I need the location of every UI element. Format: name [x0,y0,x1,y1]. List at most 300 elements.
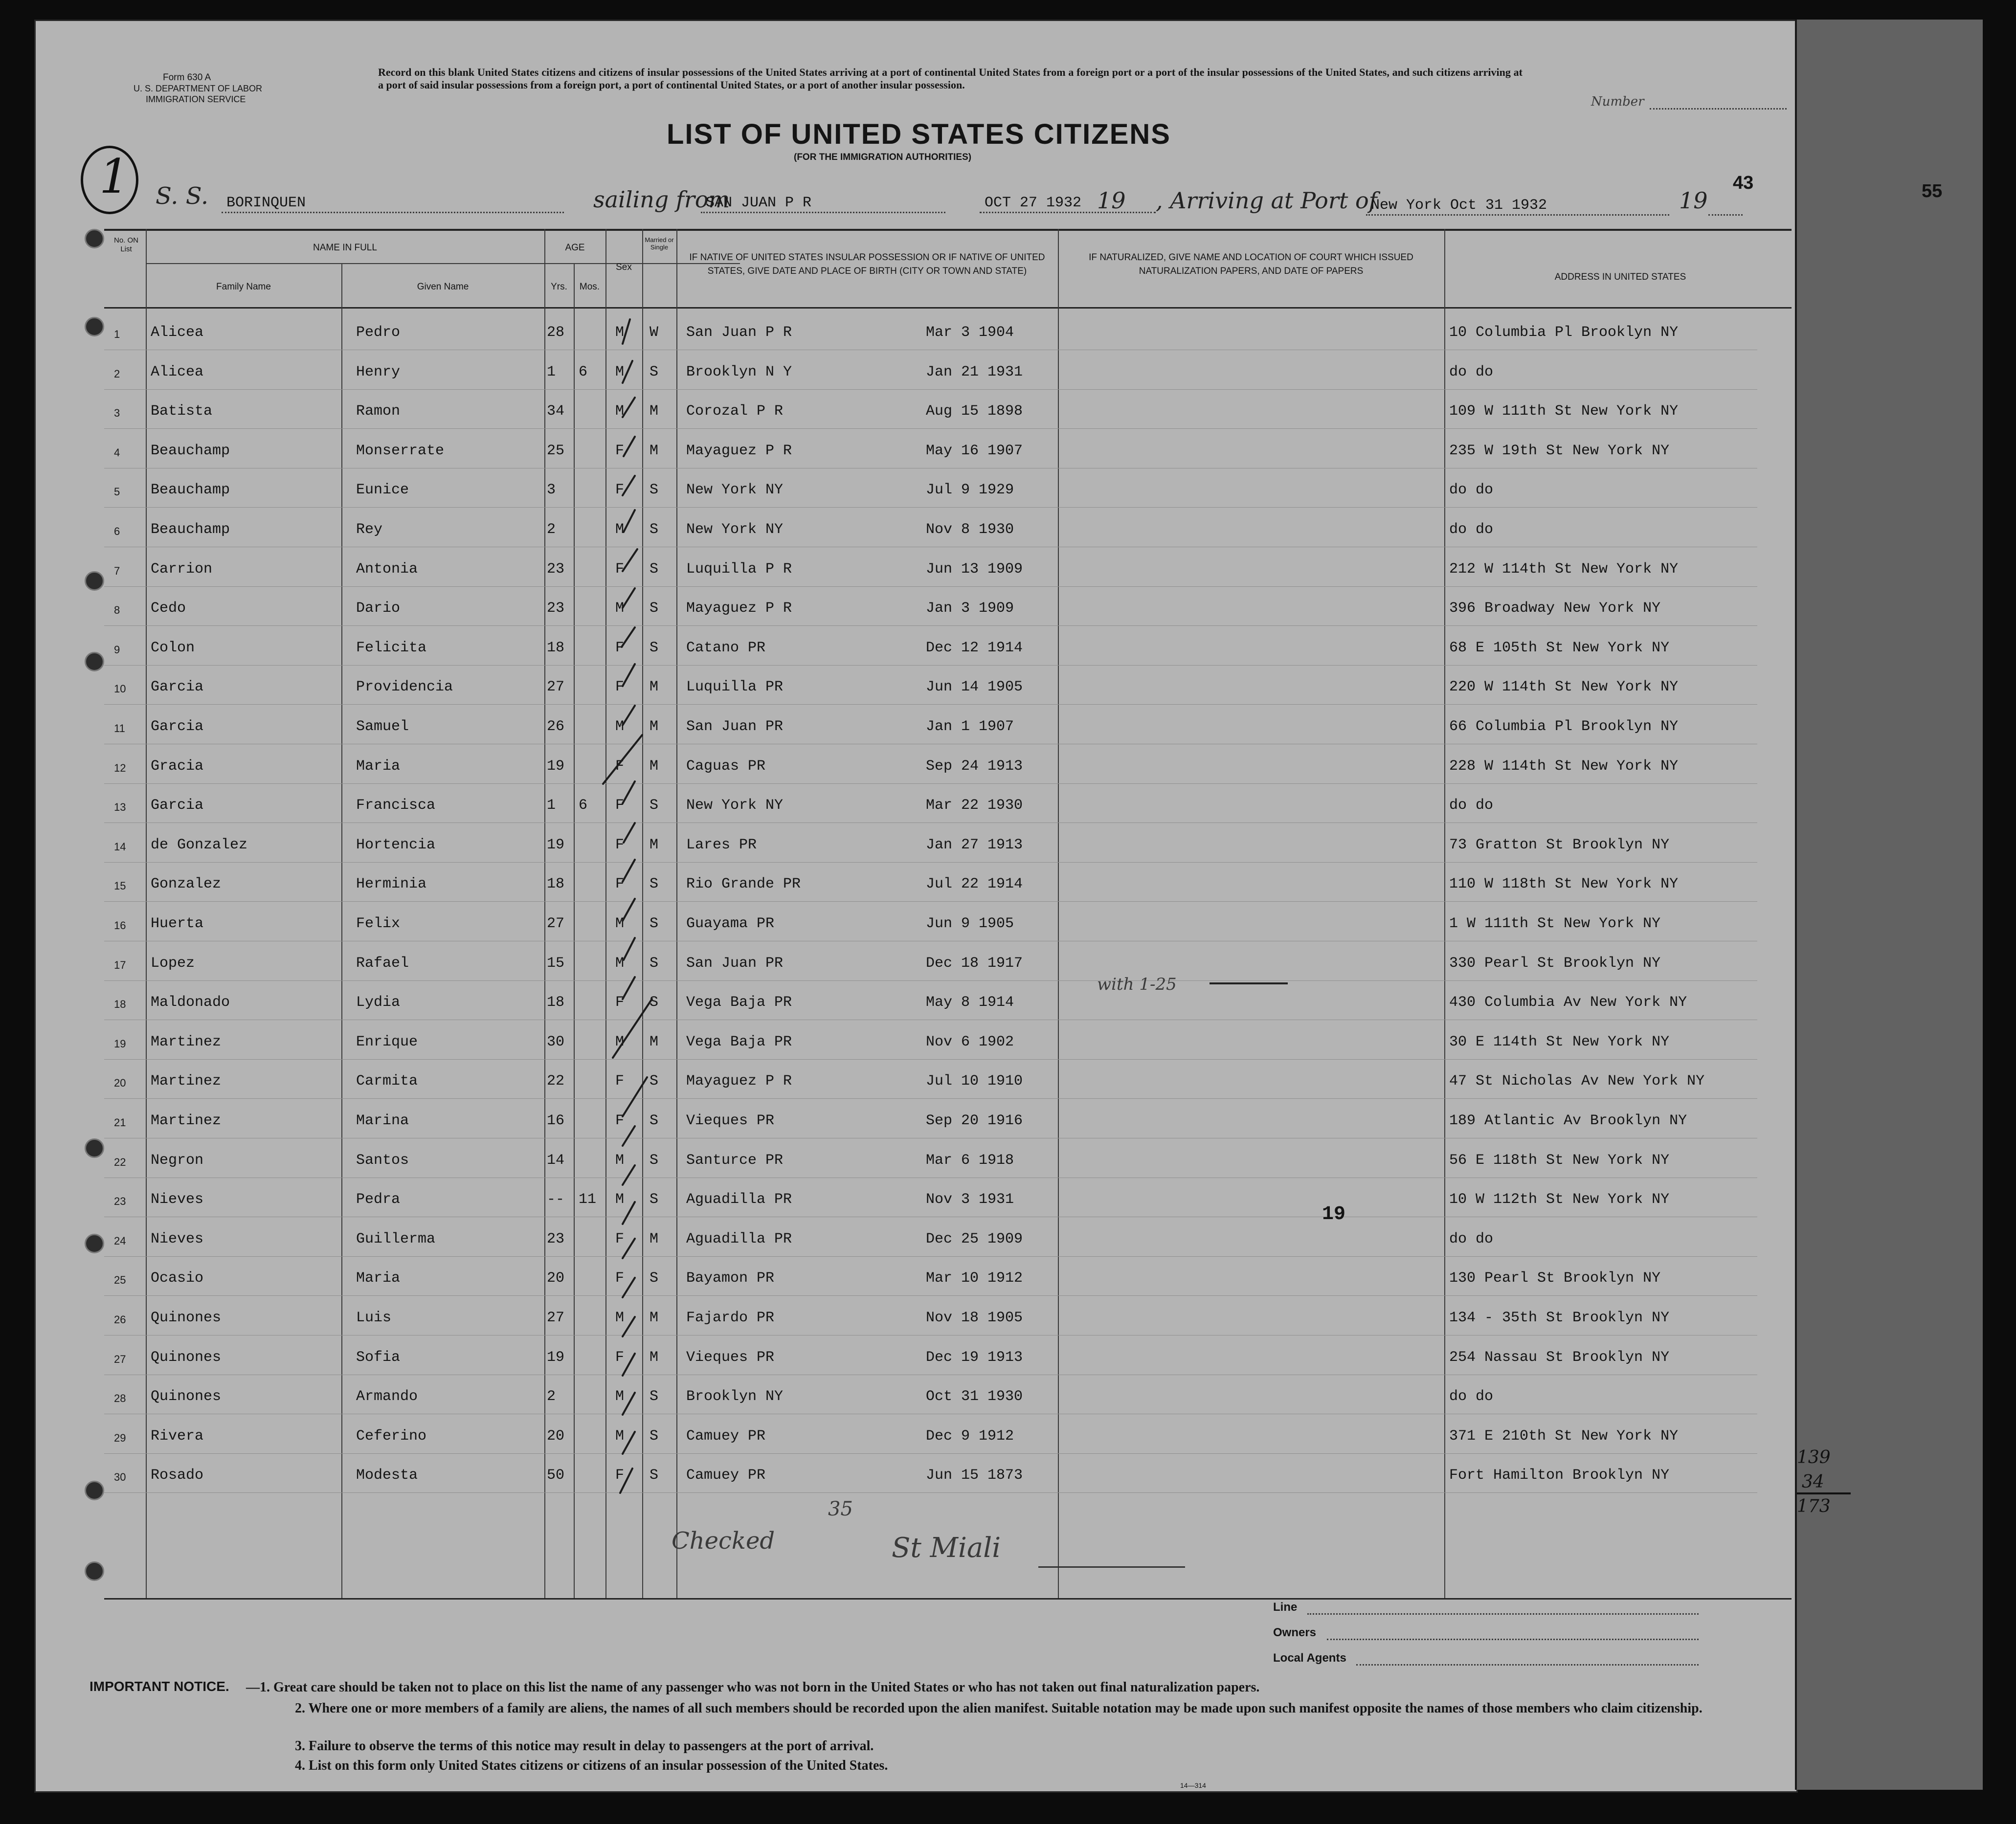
given-name: Eunice [356,482,409,499]
row-number: 4 [114,446,120,459]
us-address: 130 Pearl St Brooklyn NY [1449,1270,1661,1287]
birth-place: Corozal P R [686,403,784,420]
family-name: Alicea [151,363,204,380]
row-number: 30 [114,1471,126,1484]
sex: F [615,994,625,1011]
margin-figure-1: 139 [1797,1447,1831,1468]
birth-date: Dec 18 1917 [926,955,1023,972]
us-address: do do [1449,521,1494,538]
row-number: 7 [114,564,120,577]
birth-date: Oct 31 1930 [926,1388,1023,1405]
birth-date: Jun 14 1905 [926,679,1023,696]
margin-figure-2: 34 [1802,1472,1824,1492]
age-years: 16 [547,1112,565,1129]
sex: M [615,324,625,341]
age-years: 15 [547,955,565,972]
row-rule [104,1098,1757,1099]
sex: M [615,403,625,420]
birth-date: Mar 6 1918 [926,1152,1014,1169]
given-name: Samuel [356,718,409,735]
age-years: 50 [547,1467,565,1484]
sex: F [615,836,625,853]
row-rule [104,428,1757,429]
row-number: 10 [114,683,126,695]
us-address: 235 W 19th St New York NY [1449,442,1670,459]
sex: F [615,1270,625,1287]
sex: M [615,600,625,617]
age-years: 2 [547,1388,556,1405]
row-rule [104,1295,1757,1296]
table-bottom-rule [104,1598,1792,1600]
marital-status: S [650,521,659,538]
notice-1: —1. Great care should be taken not to place on this list the name of any passenger who was not born in the United States or who has not taken out final naturalization papers. [246,1680,1260,1695]
birth-date: Jun 15 1873 [926,1467,1023,1484]
document-page [34,20,1798,1793]
marital-status: S [650,797,659,814]
marital-status: S [650,994,659,1011]
birth-date: Jun 9 1905 [926,915,1014,932]
row-rule [104,1256,1757,1257]
adjacent-page-edge [1795,20,1983,1790]
marital-status: W [650,324,659,341]
marital-status: M [650,757,659,775]
line-field [1307,1613,1699,1615]
family-name: Lopez [151,955,195,972]
row-number: 2 [114,367,120,380]
header-sex: Sex [616,262,632,272]
sex: F [615,797,625,814]
check-marks [569,314,696,1537]
birth-place: Catano PR [686,639,766,656]
given-name: Rey [356,521,383,538]
ship-prefix: S. S. [156,182,209,210]
row-number: 26 [114,1313,126,1326]
marital-status: S [650,1427,659,1445]
row-number: 5 [114,486,120,498]
family-name: Beauchamp [151,442,230,459]
inspector-signature: St Miali [892,1532,1001,1564]
checked-note: Checked [672,1527,775,1555]
number-label: Number [1591,94,1644,109]
sex: M [615,1310,625,1326]
age-years: 2 [547,521,556,538]
header-birth: IF NATIVE OF UNITED STATES INSULAR POSSESSION OR IF NATIVE OF UNITED STATES, GIVE DATE AND PLACE OF BIRTH (CITY OR TOWN AND STATE) [689,252,1045,276]
row-rule [104,704,1757,705]
row-number: 25 [114,1274,126,1287]
family-name: Rosado [151,1467,204,1484]
header-age: AGE [565,243,585,253]
marital-status: S [650,1270,659,1287]
family-name: de Gonzalez [151,836,248,853]
birth-date: Dec 12 1914 [926,639,1023,656]
birth-place: Brooklyn NY [686,1388,784,1405]
us-address: 56 E 118th St New York NY [1449,1152,1670,1169]
page-number: 43 [1733,173,1754,193]
given-name: Herminia [356,876,427,893]
birth-date: Mar 3 1904 [926,324,1014,341]
birth-place: Mayaguez P R [686,1073,792,1090]
family-name: Ocasio [151,1270,204,1287]
notice-4: 4. List on this form only United States citizens or citizens of an insular possession of the United States. [295,1758,888,1773]
sex: F [615,1073,625,1090]
birth-place: New York NY [686,482,784,499]
family-name: Martinez [151,1033,222,1050]
row-number: 8 [114,604,120,617]
family-name: Cedo [151,600,186,617]
marital-status: M [650,1310,659,1326]
family-name: Garcia [151,679,204,696]
line-label: Line [1273,1601,1298,1614]
department-label: U. S. DEPARTMENT OF LABOR [134,84,263,93]
margin-figure-3: 173 [1797,1496,1831,1516]
family-name: Maldonado [151,994,230,1011]
us-address: 47 St Nicholas Av New York NY [1449,1073,1705,1090]
agents-field [1356,1664,1699,1666]
birth-date: Dec 19 1913 [926,1349,1023,1366]
marital-status: S [650,1073,659,1090]
arriving-label: , Arriving at Port of [1156,187,1377,214]
birth-place: Guayama PR [686,915,775,932]
ship-name: BORINQUEN [226,195,306,211]
row-rule [104,783,1757,784]
given-name: Marina [356,1112,409,1129]
birth-place: Camuey PR [686,1427,766,1445]
marital-status: M [650,679,659,696]
ship-name-line [222,212,564,213]
us-address: 220 W 114th St New York NY [1449,679,1679,696]
given-name: Carmita [356,1073,418,1090]
header-naturalized: IF NATURALIZED, GIVE NAME AND LOCATION OF COURT WHICH ISSUED NATURALIZATION PAPERS, AND DATE OF PAPERS [1089,252,1413,276]
birth-place: Aguadilla PR [686,1191,792,1208]
sex: M [615,521,625,538]
header-given-name: Given Name [417,282,469,292]
arriving-port: New York Oct 31 1932 [1371,197,1547,214]
given-name: Ceferino [356,1427,427,1445]
birth-place: New York NY [686,521,784,538]
age-years: 28 [547,324,565,341]
age-years: 20 [547,1270,565,1287]
family-name: Quinones [151,1349,222,1366]
number-line [1650,108,1787,110]
notice-2: 2. Where one or more members of a family are aliens, the names of all such members should be recorded upon the alien manifest. Suitable notation may be made upon such manifest opposite the names of those members who claim citizenship. [295,1701,1702,1716]
row-rule [104,507,1757,508]
row-rule [104,1492,1757,1493]
sex: F [615,876,625,893]
col-rule-given [544,229,545,1598]
row-number: 12 [114,761,126,774]
given-name: Lydia [356,994,401,1011]
birth-place: New York NY [686,797,784,814]
col-rule-family [341,263,342,1598]
us-address: do do [1449,482,1494,499]
sex: F [615,1467,625,1484]
age-years: 23 [547,1230,565,1247]
us-address: 189 Atlantic Av Brooklyn NY [1449,1112,1687,1129]
birth-date: Jan 3 1909 [926,600,1014,617]
family-name: Quinones [151,1388,222,1405]
margin-sum-line [1797,1492,1851,1494]
us-address: do do [1449,1388,1494,1405]
notice-title: IMPORTANT NOTICE. [90,1679,229,1694]
birth-place: Rio Grande PR [686,876,801,893]
birth-place: Santurce PR [686,1152,784,1169]
sex: F [615,442,625,459]
birth-date: Jul 9 1929 [926,482,1014,499]
birth-place: Vega Baja PR [686,1033,792,1050]
birth-date: Nov 3 1931 [926,1191,1014,1208]
us-address: Fort Hamilton Brooklyn NY [1449,1467,1670,1484]
given-name: Guillerma [356,1230,436,1247]
binding-hole [85,652,104,671]
given-name: Providencia [356,679,453,696]
us-address: 68 E 105th St New York NY [1449,639,1670,656]
family-name: Nieves [151,1230,204,1247]
row-number: 24 [114,1234,126,1247]
us-address: do do [1449,363,1494,380]
us-address: 30 E 114th St New York NY [1449,1033,1670,1050]
header-mos: Mos. [579,282,600,292]
marital-status: M [650,403,659,420]
birth-place: Luquilla P R [686,560,792,578]
given-name: Felix [356,915,401,932]
marital-status: S [650,639,659,656]
row-number: 18 [114,998,126,1011]
row-rule [104,665,1757,666]
row-number: 16 [114,919,126,932]
sailing-from-line [701,212,945,213]
sex: F [615,679,625,696]
birth-date: Jul 22 1914 [926,876,1023,893]
birth-date: Mar 10 1912 [926,1270,1023,1287]
with-note-line [1210,982,1288,984]
sex: M [615,363,625,380]
age-years: 18 [547,994,565,1011]
owners-label: Owners [1273,1626,1317,1639]
row-number: 19 [114,1037,126,1050]
birth-date: Dec 25 1909 [926,1230,1023,1247]
sailing-date: OCT 27 1932 [985,195,1082,211]
given-name: Francisca [356,797,436,814]
row-rule [104,389,1757,390]
age-years: 18 [547,876,565,893]
family-name: Gonzalez [151,876,222,893]
given-name: Pedro [356,324,401,341]
row-number: 15 [114,880,126,892]
us-address: 10 Columbia Pl Brooklyn NY [1449,324,1679,341]
arriving-port-line [1366,214,1669,216]
sex: M [615,915,625,932]
age-years: 27 [547,679,565,696]
marital-status: S [650,955,659,972]
given-name: Rafael [356,955,409,972]
birth-place: Mayaguez P R [686,600,792,617]
given-name: Antonia [356,560,418,578]
sex: M [615,1427,625,1445]
marital-status: S [650,1388,659,1405]
family-name: Gracia [151,757,204,775]
birth-place: Bayamon PR [686,1270,775,1287]
given-name: Sofia [356,1349,401,1366]
age-years: 20 [547,1427,565,1445]
us-address: do do [1449,1230,1494,1247]
binding-hole [85,1138,104,1158]
binding-hole [85,1561,104,1581]
sex: F [615,1349,625,1366]
row-rule [104,980,1757,981]
birth-date: Jul 10 1910 [926,1073,1023,1090]
birth-place: San Juan PR [686,718,784,735]
birth-place: Caguas PR [686,757,766,775]
family-name: Martinez [151,1073,222,1090]
list-title: LIST OF UNITED STATES CITIZENS [667,118,1171,150]
us-address: 66 Columbia Pl Brooklyn NY [1449,718,1679,735]
sex: M [615,1191,625,1208]
family-name: Garcia [151,797,204,814]
row-number: 29 [114,1431,126,1444]
birth-place: Vega Baja PR [686,994,792,1011]
birth-place: Vieques PR [686,1112,775,1129]
family-name: Quinones [151,1310,222,1326]
marital-status: S [650,1467,659,1484]
us-address: 10 W 112th St New York NY [1449,1191,1670,1208]
age-months: 6 [579,363,588,380]
age-years: -- [547,1191,565,1208]
age-years: 27 [547,915,565,932]
given-name: Maria [356,757,401,775]
row-number: 20 [114,1077,126,1090]
us-address: 73 Gratton St Brooklyn NY [1449,836,1670,853]
birth-place: Vieques PR [686,1349,775,1366]
family-name: Rivera [151,1427,204,1445]
age-years: 25 [547,442,565,459]
header-family-name: Family Name [216,282,271,292]
marital-status: S [650,1152,659,1169]
print-code: 14—314 [1180,1781,1206,1789]
row-number: 13 [114,801,126,814]
birth-date: Mar 22 1930 [926,797,1023,814]
row-rule [104,586,1757,587]
col-rule-naturalized [1444,229,1445,1598]
given-name: Maria [356,1270,401,1287]
age-years: 23 [547,600,565,617]
age-years: 30 [547,1033,565,1050]
row-rule [104,1453,1757,1454]
with-note: with 1-25 [1097,975,1177,994]
given-name: Luis [356,1310,392,1326]
family-name: Garcia [151,718,204,735]
sex: M [615,1152,625,1169]
age-years: 18 [547,639,565,656]
birth-date: May 8 1914 [926,994,1014,1011]
marital-status: M [650,718,659,735]
marital-status: M [650,1033,659,1050]
birth-place: San Juan P R [686,324,792,341]
row-number: 23 [114,1195,126,1208]
given-name: Pedra [356,1191,401,1208]
family-name: Martinez [151,1112,222,1129]
birth-place: Mayaguez P R [686,442,792,459]
sex: M [615,1033,625,1050]
sex: M [615,718,625,735]
us-address: 228 W 114th St New York NY [1449,757,1679,775]
marital-status: S [650,876,659,893]
birth-place: San Juan PR [686,955,784,972]
family-name: Batista [151,403,213,420]
age-years: 14 [547,1152,565,1169]
row-number: 21 [114,1116,126,1129]
birth-date: Nov 6 1902 [926,1033,1014,1050]
row-number: 3 [114,407,120,420]
birth-place: Camuey PR [686,1467,766,1484]
family-name: Carrion [151,560,213,578]
agents-label: Local Agents [1273,1651,1346,1665]
marital-status: M [650,1349,659,1366]
given-name: Santos [356,1152,409,1169]
row-number: 27 [114,1353,126,1365]
row-number: 1 [114,328,120,340]
arriving-year-prefix: 19 [1679,187,1708,214]
family-name: Negron [151,1152,204,1169]
arriving-year-line [1708,214,1743,216]
marital-status: S [650,915,659,932]
sex: F [615,1230,625,1247]
marital-status: S [650,560,659,578]
given-name: Henry [356,363,401,380]
us-address: 110 W 118th St New York NY [1449,876,1679,893]
margin-number: 55 [1922,181,1943,201]
birth-date: Jun 13 1909 [926,560,1023,578]
count-note: 35 [828,1498,853,1520]
us-address: 254 Nassau St Brooklyn NY [1449,1349,1670,1366]
header-bottom-rule [104,307,1792,309]
table-top-rule [104,229,1792,231]
family-name: Nieves [151,1191,204,1208]
birth-place: Luquilla PR [686,679,784,696]
family-name: Alicea [151,324,204,341]
binding-hole [85,229,104,248]
sex: F [615,639,625,656]
family-name: Colon [151,639,195,656]
row-number: 28 [114,1392,126,1405]
given-name: Enrique [356,1033,418,1050]
sex: F [615,560,625,578]
given-name: Armando [356,1388,418,1405]
us-address: 430 Columbia Av New York NY [1449,994,1687,1011]
age-years: 22 [547,1073,565,1090]
given-name: Hortencia [356,836,436,853]
binding-hole [85,571,104,591]
header-married-single: Married or Single [645,236,674,251]
given-name: Modesta [356,1467,418,1484]
sex: M [615,955,625,972]
sailing-year-prefix: 19 [1097,187,1126,214]
us-address: do do [1449,797,1494,814]
list-subtitle: (FOR THE IMMIGRATION AUTHORITIES) [794,152,972,162]
sex: M [615,1388,625,1405]
header-address: ADDRESS IN UNITED STATES [1554,272,1686,282]
us-address: 371 E 210th St New York NY [1449,1427,1679,1445]
sailing-from-label: sailing from [593,186,730,213]
age-months: 6 [579,797,588,814]
us-address: 109 W 111th St New York NY [1449,403,1679,420]
marital-status: S [650,363,659,380]
notice-3: 3. Failure to observe the terms of this notice may result in delay to passengers at the port of arrival. [295,1738,874,1754]
age-years: 27 [547,1310,565,1326]
row-rule [104,1059,1757,1060]
family-name: Huerta [151,915,204,932]
row-number: 9 [114,643,120,656]
col-rule-no [146,229,147,1598]
